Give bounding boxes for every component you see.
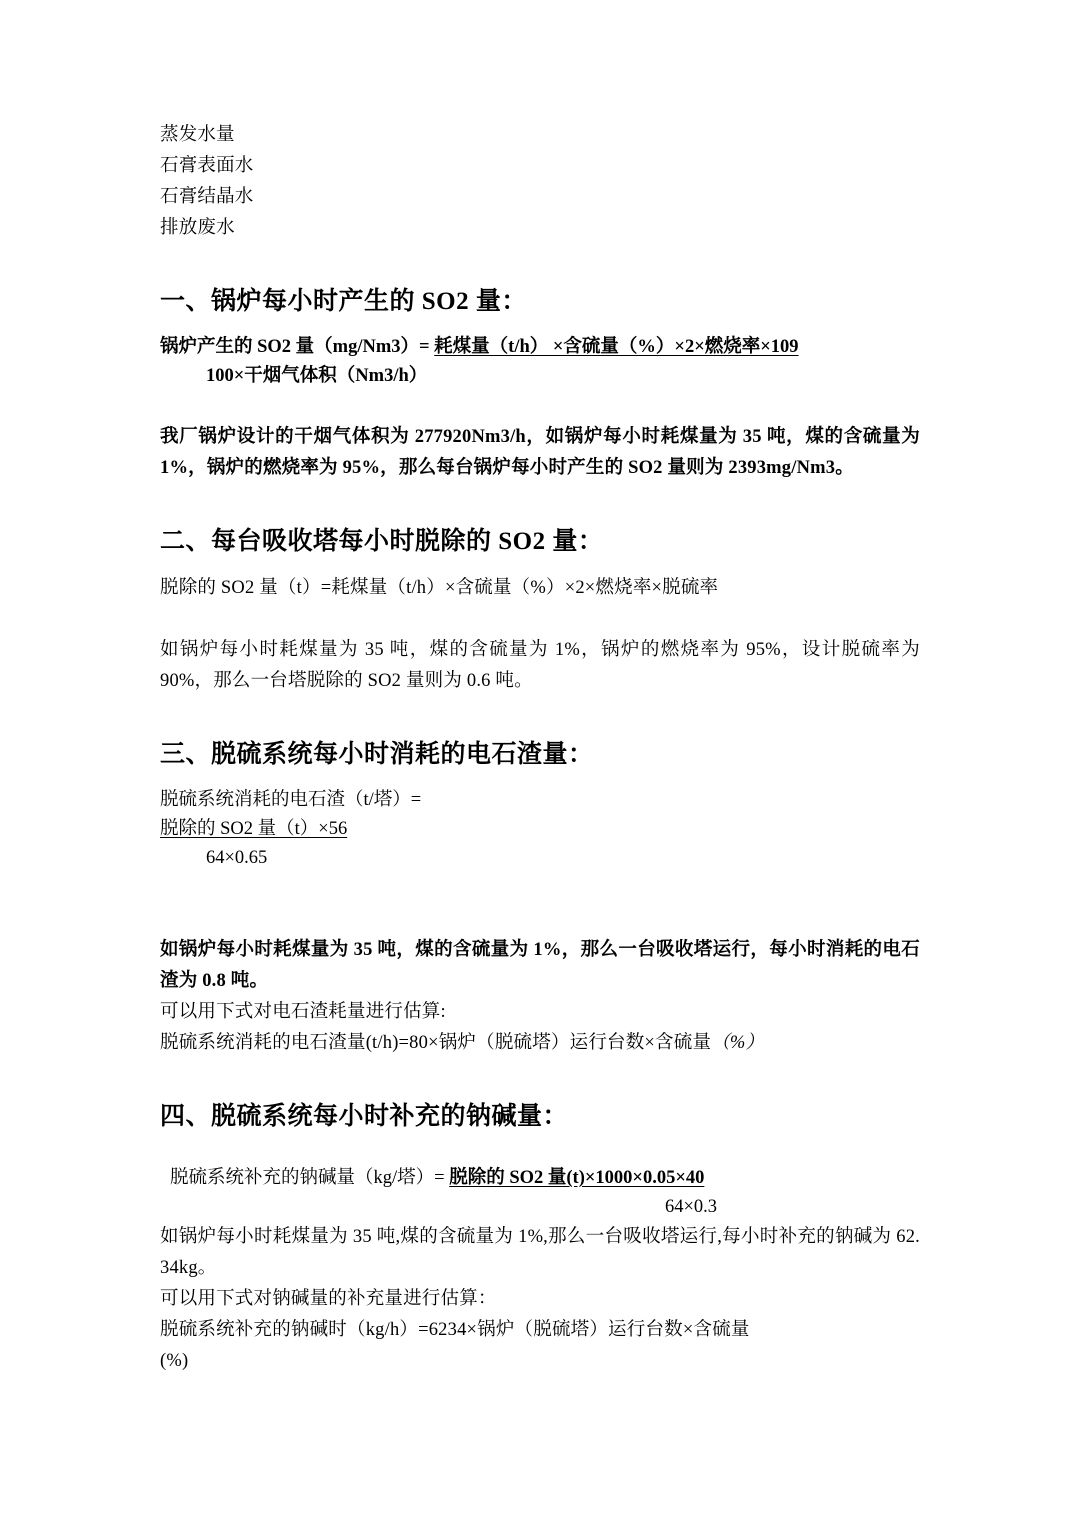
spacer [160,1148,920,1164]
intro-list [160,120,920,244]
section-3-paragraph-3-italic: （%） [711,1033,765,1053]
section-3-paragraph-2: 可以用下式对电石渣耗量进行估算: [160,1002,446,1022]
section-1-paragraph: 我厂锅炉设计的干烟气体积为 277920Nm3/h，如锅炉每小时耗煤量为 35 吨，煤的含硫量为 1%，锅炉的燃烧率为 95%，那么每台锅炉每小时产生的 SO2 量则为 2393mg/Nm3。 [160,427,920,478]
spacer [160,484,920,524]
formula-4-numerator [449,1168,704,1188]
spacer [160,873,920,904]
formula-1-denominator-wrap [160,362,920,391]
spacer [160,559,920,573]
formula-3-numerator: 脱除的 SO2 量（t）×56 [160,819,348,839]
spacer [160,604,920,635]
spacer [160,244,920,284]
formula-3-denominator-wrap [160,844,920,873]
formula-2-line: 脱除的 SO2 量（t）=耗煤量（t/h）×含硫量（%）×2×燃烧率×脱硫率 [160,578,719,598]
list-item: 蒸发水量 [160,125,235,145]
formula-4-denominator-wrap [160,1193,920,1222]
formula-1-numerator: 耗煤量（t/h） ×含硫量（%）×2×燃烧率×109 [434,337,799,357]
formula-4-numerator-text: 脱除的 SO2 量(t)×1000×0.05×40 [449,1168,705,1188]
spacer [160,391,920,422]
section-heading-4: 四、脱硫系统每小时补充的钠碱量： [160,1103,569,1130]
formula-3-numerator-wrap [160,815,920,844]
formula-1-line [160,333,920,362]
section-4-paragraph-4: (%) [160,1351,189,1371]
section-heading-2: 二、每台吸收塔每小时脱除的 SO2 量： [160,528,604,555]
section-2-paragraph: 如锅炉每小时耗煤量为 35 吨，煤的含硫量为 1%，锅炉的燃烧率为 95%，设计脱硫率为 90%，那么一台塔脱除的 SO2 量则为 0.6 吨。 [160,640,920,691]
section-heading-3: 三、脱硫系统每小时消耗的电石渣量： [160,741,594,768]
section-3-paragraph-1: 如锅炉每小时耗煤量为 35 吨，煤的含硫量为 1%，那么一台吸收塔运行，每小时消耗的电石渣为 0.8 吨。 [160,940,920,991]
spacer [160,904,920,935]
formula-4-denominator: 64×0.3 [665,1197,718,1217]
spacer [160,772,920,786]
formula-4-label: 脱硫系统补充的钠碱量（kg/塔）= [170,1168,450,1188]
section-4-paragraph-2: 可以用下式对钠碱量的补充量进行估算： [160,1289,497,1309]
spacer [160,319,920,333]
list-item: 排放废水 [160,218,235,238]
section-4-paragraph-1: 如锅炉每小时耗煤量为 35 吨,煤的含硫量为 1%,那么一台吸收塔运行,每小时补充的钠碱为 62. 34kg。 [160,1227,920,1278]
spacer [160,1134,920,1148]
formula-3-label: 脱硫系统消耗的电石渣（t/塔）= [160,790,422,810]
spacer [160,1059,920,1099]
formula-4-line [160,1164,920,1193]
spacer [160,697,920,737]
formula-3-label-line [160,786,920,815]
section-3-paragraph-3-text: 脱硫系统消耗的电石渣量(t/h)=80×锅炉（脱硫塔）运行台数×含硫量 [160,1033,712,1053]
list-item: 石膏结晶水 [160,187,254,207]
formula-1-label: 锅炉产生的 SO2 量（mg/Nm3）= [160,337,435,357]
formula-3-denominator: 64×0.65 [206,848,268,868]
formula-1-denominator: 100×干烟气体积（Nm3/h） [206,366,428,386]
section-4-paragraph-3: 脱硫系统补充的钠碱时（kg/h）=6234×锅炉（脱硫塔）运行台数×含硫量 [160,1320,750,1340]
section-heading-1: 一、锅炉每小时产生的 SO2 量： [160,288,527,315]
list-item: 石膏表面水 [160,156,254,176]
section-3-paragraph-3 [160,1028,920,1059]
